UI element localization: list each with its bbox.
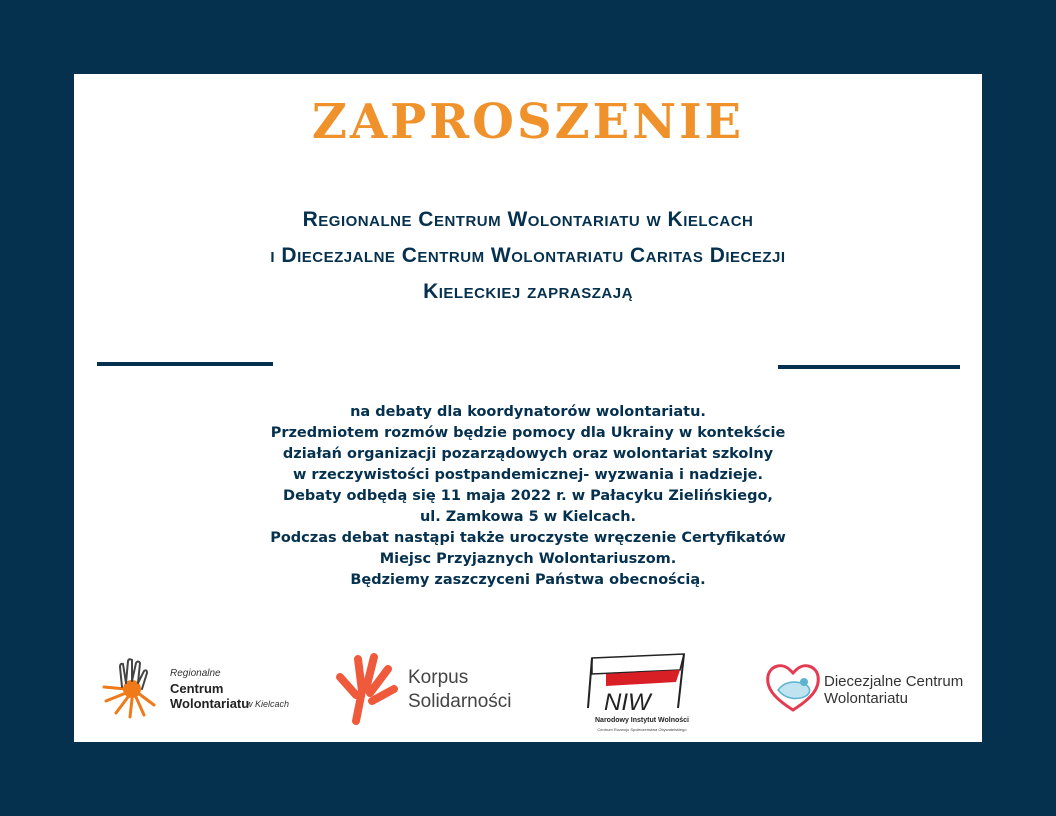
heart-icon	[764, 660, 822, 716]
divider-left	[97, 362, 273, 366]
niw-line2: Centrum Rozwoju Społeczeństwa Obywatelskiego	[597, 727, 687, 732]
rcw-line3: w Kielcach	[246, 699, 290, 709]
invitation-title: ZAPROSZENIE	[311, 94, 745, 150]
body-line: Przedmiotem rozmów będzie pomocy dla Ukrainy w kontekście	[270, 425, 786, 441]
body-line: na debaty dla koordynatorów wolontariatu.	[350, 404, 706, 420]
korpus-logo	[332, 651, 542, 726]
niw-logo	[582, 652, 702, 734]
niw-line1: Narodowy Instytut Wolności	[595, 717, 689, 724]
body-line: Debaty odbędą się 11 maja 2022 r. w Pałacyku Zielińskiego,	[283, 488, 773, 504]
organizer-line: Regionalne Centrum Wolontariatu w Kielcach	[302, 208, 754, 231]
body-line: Będziemy zaszczyceni Państwa obecnością.	[350, 572, 706, 588]
body-line: Miejsc Przyjaznych Wolontariuszom.	[379, 551, 677, 567]
dcw-line2: Wolontariatu	[824, 690, 908, 707]
invitation-body	[74, 402, 982, 591]
niw-mark: NIW	[604, 689, 651, 716]
body-line: w rzeczywistości postpandemicznej- wyzwania i nadzieje.	[292, 467, 764, 483]
organizers-block	[74, 202, 982, 310]
body-line: Podczas debat nastąpi także uroczyste wręczenie Certyfikatów	[270, 530, 786, 546]
organizer-line: i Diecezjalne Centrum Wolontariatu Caritas Diecezji	[270, 244, 786, 267]
dcw-logo	[764, 660, 979, 716]
korpus-line2: Solidarności	[408, 691, 512, 712]
body-line: działań organizacji pozarządowych oraz wolontariat szkolny	[282, 446, 774, 462]
organizer-line: Kieleckiej zapraszają	[423, 280, 633, 303]
body-line: ul. Zamkowa 5 w Kielcach.	[419, 509, 637, 525]
rcw-line1: Regionalne	[170, 668, 221, 679]
hand-strokes-icon	[332, 651, 402, 726]
korpus-line1: Korpus	[408, 667, 469, 688]
rcw-line2: Centrum Wolontariatu	[170, 681, 250, 711]
divider-right	[778, 365, 960, 369]
sun-hand-icon	[96, 657, 168, 721]
rcw-logo	[96, 657, 296, 721]
invitation-card	[74, 74, 982, 742]
dcw-line1: Diecezjalne Centrum	[824, 673, 964, 690]
niw-flag-icon	[582, 652, 702, 716]
